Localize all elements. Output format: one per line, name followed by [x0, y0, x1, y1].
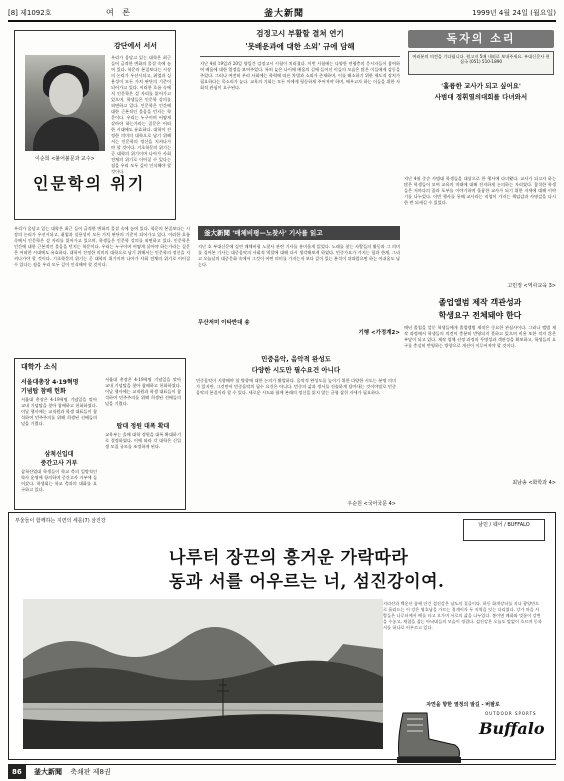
event3-body: 교육부는 올해 대학 정원을 대폭 확대하기로 결정하였다. 이에 따라 각 대학은 신입생 모집 규모를 조정하게 된다.: [105, 432, 181, 449]
page-header: [8, 6, 556, 22]
column-body: 우리가 몸담고 있는 대학은 최근 들어 급격한 변화의 물결 속에 놓여 있다. 학문의 본질보다는 시장의 논리가 우선시되고, 취업과 실용성이 모든 가치 판단의 기준이 되어가고 있다. 이러한 흐름 속에서 인문학은 설 자리를 잃어가고 있으며, 학생들은 인문학 강의를 외면하고 있다. 인문학은 인간에 대한 근본적인 물음을 던지는 학문이다. 우리는 누구이며 어떻게 살아야 하는가라는 질문은 어떠한 시대에도 유효하다. 대학이 진정한 의미의 대학으로 남기 위해서는 인문학의 정신을 지켜나가야 할 것이다. 기초학문의 위기는 곧 대학의 위기이며 나아가 사회 전체의 위기로 이어질 수 있다는 점을 우리 모두 깊이 인식해야 할 것이다.: [14, 226, 190, 267]
event2-body: 삼척산업대 학생들이 학교 측의 일방적인 학사 운영에 항의하며 중간고사 거부에 들어갔다. 학생회는 학교 측과의 대화를 요구하고 있다.: [21, 469, 97, 492]
page-number: 86: [8, 765, 26, 779]
mid-article-body: 민중음악이 지향해야 할 방향에 대한 논의가 활발하다. 음악적 완성도를 높이기 위한 다양한 시도는 분명 의미가 있지만, 그것만이 민중음악의 필수 요건은 아니다. 민중의 삶과 정서를 진솔하게 담아내는 것이야말로 민중음악의 본질이라 할 수 있다. 새로운 시도와 함께 본래의 정신을 잃지 않는 균형 잡힌 자세가 필요하다.: [196, 378, 396, 395]
ad-headline-1: 나루터 장끈의 흥거운 가락따라: [169, 548, 409, 568]
river-landscape-image: [23, 599, 383, 749]
top-article-subtitle: '못배운과에 대한 소외' 규에 담해: [200, 41, 400, 57]
issue-number: [8] 제1092호: [8, 9, 52, 17]
reader-headline: '훌륭한 교사가 되고 싶어요': [441, 82, 521, 90]
top-article-title: 검정고시 부활할 결쳐 연기: [256, 29, 344, 38]
footer-reprint-label: 축쇄판 제8권: [70, 768, 111, 776]
ad-headline-2: 동과 서를 어우르는 너, 섬진강이여.: [169, 572, 445, 592]
mid-article-title: 민중음악, 음악적 완성도: [261, 355, 331, 363]
review-box: [198, 226, 400, 340]
album-subheadline: 학생요구 전체돼야 한다: [438, 311, 522, 320]
reader-submission-note: 여러분의 의견을 기다립니다. 원고지 5매 내외로 보내주세요. 부대신문사 편집국 (051) 510-1890: [408, 51, 554, 75]
album-body: 매년 졸업을 앞둔 학생들에게 졸업앨범 제작은 중요한 관심사이다. 그러나 앨범 제작 과정에서 학생들의 의견이 충분히 반영되지 못하고 있으며 비용 또한 적지 않은 부담이 되고 있다. 제작 업체 선정 과정의 투명성과 객관성을 확보하고, 학생들의 요구를 충실히 반영하는 방향으로 개선이 이루어져야 할 것이다.: [404, 325, 556, 348]
reader-section: [408, 30, 554, 100]
advertisement: [8, 512, 556, 760]
column-box: [14, 30, 176, 220]
review-sig2: 기행 <가정계2>: [358, 330, 400, 336]
review-sig1: 무산저미 이타반대 송: [198, 320, 250, 326]
mid-article-signature: 우순원 <국어국문 4>: [347, 501, 396, 507]
page-footer: [8, 764, 556, 778]
event1-title: 서울대총장 4·19혁명: [21, 379, 79, 386]
column-kicker: 강단에서 서서: [113, 42, 157, 50]
event1-subtitle: 기념탑 참배 헌화: [21, 388, 66, 395]
ad-topline: 부울들이 함께하는 지면의 세를(7) 삼진강: [15, 518, 106, 524]
mid-article: [196, 354, 396, 507]
event1-body: 서울대 총장은 4·19혁명 기념일을 맞아 교내 기념탑을 찾아 참배하고 헌화하였다. 이날 행사에는 교직원과 학생 대표들이 참석하여 민주주의를 위해 희생된 선배들의 넋을 기렸다.: [21, 397, 97, 426]
reader-body: 지난 4월 중순 사범대 학생들을 대상으로 한 행사에 다녀왔다. 교사가 되고자 하는 많은 학생들이 모여 교육의 미래에 대해 진지하게 논의하는 자리였다. 참석한 학생들은 저마다의 꿈과 포부를 이야기하며 훌륭한 교사가 되기 위한 자세에 대해 이야기를 나누었다. 이번 행사를 통해 교사라는 직업이 가지는 책임감과 사명감을 다시 한 번 되새길 수 있었다.: [404, 176, 556, 205]
events-title: 대학가 소식: [21, 363, 58, 371]
author-photo: [25, 55, 105, 151]
footer-paper-name: 釜大新聞: [33, 768, 62, 776]
ad-logo-subtitle: OUTDOOR SPORTS: [485, 711, 537, 716]
album-headline: 졸업앨범 제작 객관성과: [438, 298, 522, 307]
issue-date: 1999년 4월 24일 (월요일): [472, 9, 556, 17]
top-article-body: 지난 4월 19일과 20일 양일간 검정고시 시험이 치러졌다. 이번 시험에는 다양한 연령층의 응시자들이 참여하여 배움에 대한 열정을 보여주었다. 특히 늦은 나이에 배움의 길에 들어선 이들의 모습은 많은 이들에게 감동을 주었다. 그러나 여전히 우리 사회에는 학력에 따른 차별과 소외가 존재하며, 이를 해소하기 위한 제도적 장치가 필요하다는 목소리가 높다. 교육의 기회는 모든 이에게 평등하게 주어져야 하며, 배우고자 하는 이들을 위한 사회적 관심이 요구된다.: [200, 61, 400, 90]
right-column: [404, 176, 556, 486]
top-article: [200, 28, 400, 241]
event2-title: 삼척신입대: [44, 451, 74, 458]
review-body: 지난 호 부대신문에 실린 매체비평 노찾사 관련 기사를 흥미롭게 읽었다. 노래를 찾는 사람들의 활동과 그 의미를 짚어본 기사는 대중음악의 사회적 역할에 대해 다시 생각해보게 하였다. 민중가요가 가지는 힘과 한계, 그리고 오늘날의 대중문화 속에서 그것이 어떤 의미를 가지는지 보다 깊이 있는 분석이 뒤따랐으면 하는 아쉬움도 남는다.: [198, 244, 401, 267]
mid-article-subtitle: 다양한 시도만 필수요건 아니다: [251, 366, 341, 374]
section-name: 여 론: [106, 8, 133, 17]
ad-slogan: 자연을 향한 열정의 발길 - 버팔로: [426, 702, 500, 708]
album-signature: 최남송 <화학과 4>: [512, 480, 556, 486]
review-bar: 釜大新聞 '매체비평—노찾사' 기사를 읽고: [198, 226, 400, 240]
reader-signature: 고민정 <역사교육 3>: [507, 283, 556, 289]
masthead: 釜大新聞: [264, 9, 305, 19]
event2-subtitle: 중간고사 거부: [40, 460, 78, 467]
reader-subheadline: 사범대 정휘열의대회를 다녀와서: [434, 93, 528, 101]
ad-body-text: 지리산과 백운산 품에 안긴 섬진강은 남도의 젖줄이다. 하동 화개장터를 지나 광양만으로 흘러드는 이 강은 영호남을 가르는 경계이자 두 지역을 잇는 다리였다. 강가 마을 사람들은 나루터에서 배를 타고 오가며 서로의 삶을 나누었다. 봄이면 매화와 벚꽃이 강변을 수놓고, 재첩을 잡는 아낙네들의 모습이 정겹다. 섬진강은 오늘도 말없이 흐르며 동과 서를 하나로 어우르고 있다.: [383, 601, 542, 630]
column-title: 인문학의 위기: [33, 174, 146, 193]
column-intro-text: 우리가 몸담고 있는 대학은 최근 들어 급격한 변화의 물결 속에 놓여 있다. 학문의 본질보다는 시장의 논리가 우선시되고, 취업과 실용성이 모든 가치 판단의 기준이 되어가고 있다. 이러한 흐름 속에서 인문학은 설 자리를 잃어가고 있으며, 학생들은 인문학 강의를 외면하고 있다. 인문학은 인간에 대한 근본적인 물음을 던지는 학문이다. 우리는 누구이며 어떻게 살아야 하는가라는 질문은 어떠한 시대에도 유효하다. 대학이 진정한 의미의 대학으로 남기 위해서는 인문학의 정신을 지켜나가야 할 것이다. 기초학문의 위기는 곧 대학의 위기이며 나아가 사회 전체의 위기로 이어질 수 있다는 점을 우리 모두 깊이 인식해야 할 것이다.: [111, 55, 171, 174]
buffalo-logo: Buffalo: [479, 719, 545, 738]
photo-caption: 이순희 <불어불문과 교수>: [35, 156, 95, 162]
ad-brand-box: 남민 / 웨어 / BUFFALO: [463, 519, 545, 541]
events-box: [14, 358, 186, 510]
event-continued: 서울대 총장은 4·19혁명 기념일을 맞아 교내 기념탑을 찾아 참배하고 헌화하였다. 이날 행사에는 교직원과 학생 대표들이 참석하여 민주주의를 위해 희생된 선배들의 넋을 기렸다.: [105, 377, 181, 406]
hiking-boot-image: [393, 709, 463, 765]
event3-title: 탑대 정원 대폭 확대: [116, 423, 170, 430]
reader-banner: 독자의 소리: [408, 30, 554, 48]
